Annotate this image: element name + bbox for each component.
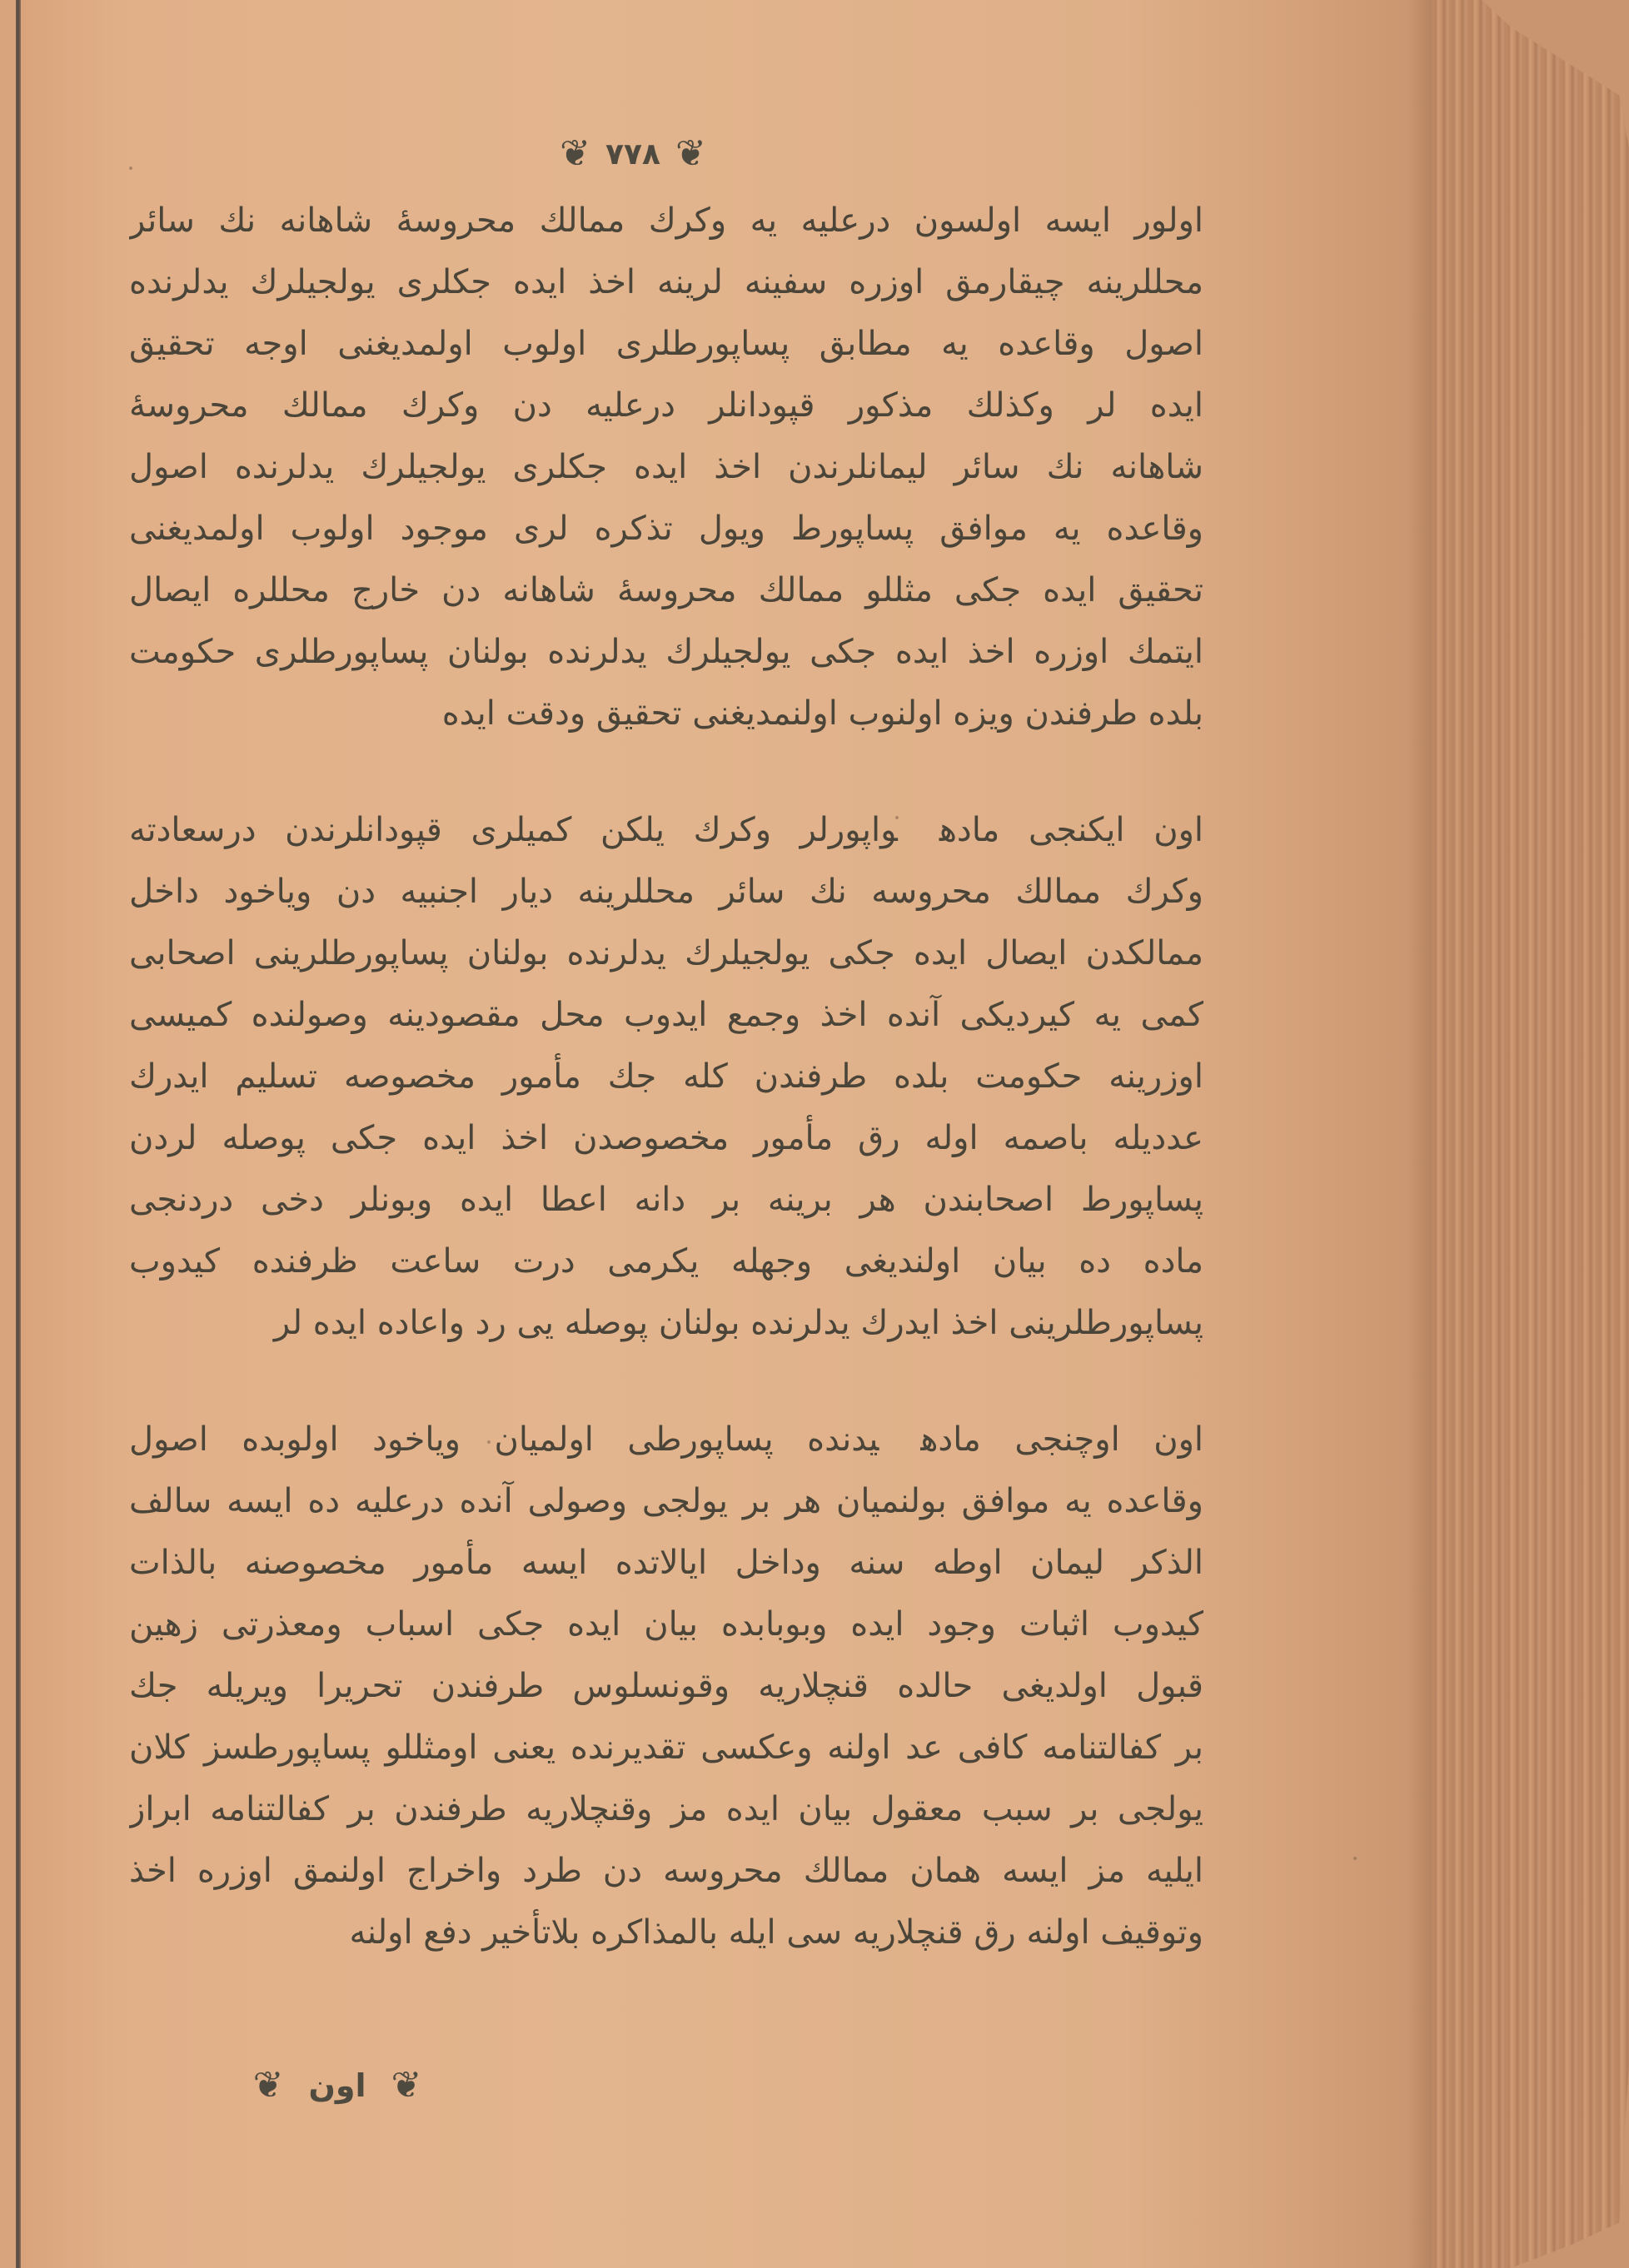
text-line: اولور ایسه اولسون درعلیه یه وکرك ممالك محروسهٔ شاهانه نك سائر	[129, 201, 1203, 240]
text-line: كمی یه كیردیكی آنده اخذ وجمع ایدوب محل مقصودینه وصولنده كمیسی	[129, 996, 1203, 1034]
text-line: بلده طرفندن ویزه اولنوب اولنمدیغنی تحقیق ودقت ایده	[441, 694, 1203, 733]
catchword-footer	[237, 2057, 437, 2115]
text-line: ایلیه مز ایسه همان ممالك محروسه دن طرد واخراج اولنمق اوزره اخذ	[129, 1852, 1203, 1890]
text-line: ممالكدن ایصال ایده جكی یولجیلرك یدلرنده بولنان پساپورطلرینی اصحابی	[129, 934, 1203, 972]
paragraph-continuation	[129, 190, 1203, 744]
text-line: شاهانه نك سائر لیمانلرندن اخذ ایده جكلری یولجیلرك یدلرنده اصول	[129, 448, 1203, 486]
text-line: قبول اولدیغی حالده قنچلاریه وقونسلوس طرفندن تحریرا ویریله جك	[129, 1667, 1203, 1705]
fleuron-ornament-icon: ❦	[391, 2064, 422, 2106]
article-12	[129, 799, 1203, 1354]
fleuron-ornament-icon: ❦	[675, 132, 706, 175]
text-line: وتوقیف اولنه رق قنچلاریه سی ایله بالمذاكره بلاتأخیر دفع اولنه	[349, 1913, 1203, 1952]
fleuron-ornament-icon: ❦	[560, 132, 591, 175]
page-header	[533, 125, 733, 183]
article-heading: اون ایكنجی ماده	[939, 811, 1203, 849]
body-text	[129, 190, 1203, 1963]
article-13	[129, 1409, 1203, 1963]
text-line: وكرك ممالك محروسه نك سائر محللرینه دیار اجنبیه دن ویاخود داخل	[129, 873, 1203, 911]
catchword: اون	[308, 2067, 366, 2104]
text-line: محللرینه چیقارمق اوزره سفینه لرینه اخذ ایده جكلری یولجیلرك یدلرنده	[129, 263, 1203, 301]
stacked-page-edges	[1432, 0, 1629, 2268]
text-line: عددیله باصمه اوله رق مأمور مخصوصدن اخذ ایده جكی پوصله لردن	[129, 1119, 1203, 1157]
text-line: وقاعده یه موافق پساپورط ویول تذكره لری موجود اولوب اولمدیغنی	[129, 510, 1203, 548]
text-line: ایتمك اوزره اخذ ایده جكی یولجیلرك یدلرنده بولنان پساپورطلری حكومت	[129, 633, 1203, 671]
article-text: یدنده پساپورطی اولمیان ویاخود اولوبده اصول	[129, 1420, 879, 1459]
text-line	[129, 1409, 1203, 1470]
text-line: الذكر لیمان اوطه سنه وداخل ایالاتده ایسه مأمور مخصوصنه بالذات	[129, 1544, 1203, 1582]
text-line	[129, 799, 1203, 861]
text-line: اصول وقاعده یه مطابق پساپورطلری اولوب اولمدیغنی اوجه تحقیق	[129, 325, 1203, 363]
left-facing-page-edge	[0, 0, 17, 2268]
paragraph-spacer	[129, 1354, 1203, 1409]
paragraph-spacer	[129, 744, 1203, 799]
text-line: بر كفالتنامه كافی عد اولنه وعكسی تقدیرنده یعنی اومثللو پساپورطسز كلان	[129, 1728, 1203, 1767]
text-line: پساپورطلرینی اخذ ایدرك یدلرنده بولنان پوصله یی رد واعاده ایده لر	[273, 1304, 1203, 1342]
text-line: یولجی بر سبب معقول بیان ایده مز وقنچلاریه طرفندن بر كفالتنامه ابراز	[129, 1790, 1203, 1828]
text-line: وقاعده یه موافق بولنمیان هر بر یولجی وصولی آنده درعلیه ده ایسه سالف	[129, 1482, 1203, 1520]
text-line: ماده ده بیان اولندیغی وجهله یكرمی درت ساعت ظرفنده كیدوب	[129, 1242, 1203, 1281]
page-number: ٧٧٨	[605, 137, 660, 172]
fleuron-ornament-icon: ❦	[252, 2064, 284, 2106]
article-text: واپورلر وكرك یلكن كمیلری قپودانلرندن درسعادته	[129, 811, 898, 849]
text-line: ایده لر وكذلك مذكور قپودانلر درعلیه دن وكرك ممالك محروسهٔ	[129, 386, 1203, 425]
paper-speck	[1353, 1857, 1357, 1860]
text-line: تحقیق ایده جكی مثللو ممالك محروسهٔ شاهانه دن خارج محللره ایصال	[129, 571, 1203, 609]
text-line: پساپورط اصحابندن هر برینه بر دانه اعطا ایده وبونلر دخی دردنجی	[129, 1181, 1203, 1219]
article-heading: اون اوچنجی ماده	[920, 1420, 1203, 1459]
text-line: كیدوب اثبات وجود ایده وبوبابده بیان ایده جكی اسباب ومعذرتی زهین	[129, 1605, 1203, 1644]
paper-speck	[129, 167, 132, 170]
text-line: اوزرینه حكومت بلده طرفندن كله جك مأمور مخصوصه تسلیم ایدرك	[129, 1057, 1203, 1096]
